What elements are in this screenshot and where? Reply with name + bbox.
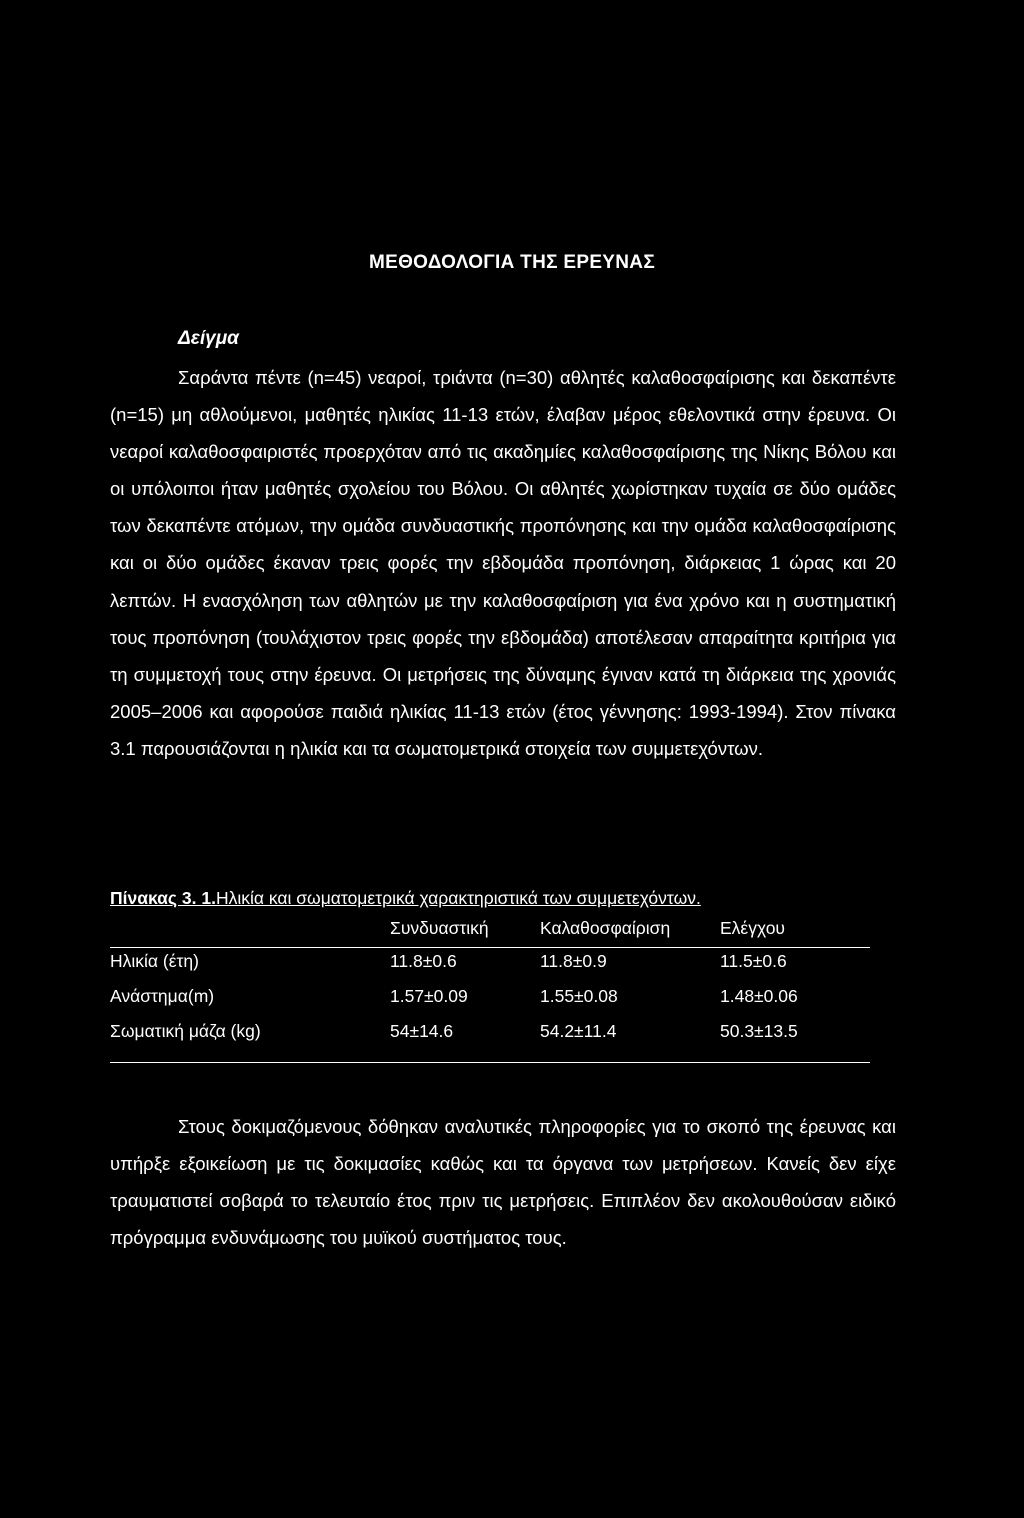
table-cell: 11.5±0.6	[720, 951, 787, 971]
table-cell: Ηλικία (έτη)	[110, 951, 199, 971]
table-cell: 1.57±0.09	[390, 986, 468, 1006]
table-cell: Ανάστημα(m)	[110, 986, 215, 1006]
table-caption	[110, 888, 870, 909]
table-cell: 54±14.6	[390, 1021, 454, 1041]
table-row	[110, 944, 870, 979]
table-cell: 1.48±0.06	[720, 986, 798, 1006]
table-cell: 54.2±11.4	[540, 1021, 617, 1041]
table-header-cell: Ελέγχου	[720, 917, 785, 938]
table-header-cell: Καλαθοσφαίριση	[540, 917, 671, 938]
table-cell: 1.55±0.08	[540, 986, 618, 1006]
table-header-row	[110, 912, 870, 944]
table-row	[110, 1014, 870, 1049]
paragraph-sample-description: Σαράντα πέντε (n=45) νεαροί, τριάντα (n=30) αθλητές καλαθοσφαίρισης και δεκαπέντε (n=15) μη αθλούμενοι, μαθητές ηλικίας 11-13 ετών, έλαβαν μέρος εθελοντικά στην έρευνα. Οι νεαροί καλαθοσφαιριστές προερχόταν από τις ακαδημίες καλαθοσφαίρισης της Νίκης Βόλου και οι υπόλοιποι ήταν μαθητές σχολείου του Βόλου. Οι αθλητές χωρίστηκαν τυχαία σε δύο ομάδες των δεκαπέντε ατόμων, την ομάδα συνδυαστικής προπόνησης και την ομάδα καλαθοσφαίρισης και οι δύο ομάδες έκαναν τρεις φορές την εβδομάδα προπόνηση, διάρκειας 1 ώρας και 20 λεπτών. Η ενασχόληση των αθλητών με την καλαθοσφαίριση για ένα χρόνο και η συστηματική τους προπόνηση (τουλάχιστον τρεις φορές την εβδομάδα) αποτέλεσαν απαραίτητα κριτήρια για τη συμμετοχή τους στην έρευνα. Οι μετρήσεις της δύναμης έγιναν κατά τη διάρκεια της χρονιάς 2005–2006 και αφορούσε παιδιά ηλικίας 11-13 ετών (έτος γέννησης: 1993-1994). Στον πίνακα 3.1 παρουσιάζονται η ηλικία και τα σωματομετρικά στοιχεία των συμμετεχόντων.	[110, 367, 896, 759]
table-cell: 11.8±0.6	[390, 951, 457, 971]
table-row	[110, 979, 870, 1014]
table-cell: Σωματική μάζα (kg)	[110, 1021, 261, 1041]
table-header-cell: Συνδυαστική	[390, 917, 489, 938]
table-cell: 50.3±13.5	[720, 1021, 798, 1041]
anthropometric-table	[110, 912, 870, 1049]
table-caption-text: Ηλικία και σωματομετρικά χαρακτηριστικά των συμμετεχόντων.	[215, 888, 701, 908]
page-title: ΜΕΘΟΔΟΛΟΓΙΑ ΤΗΣ ΕΡΕΥΝΑΣ	[368, 252, 656, 273]
paragraph-participant-info: Στους δοκιμαζόμενους δόθηκαν αναλυτικές πληροφορίες για το σκοπό της έρευνας και υπήρξε εξοικείωση με τις δοκιμασίες καθώς και τα όργανα των μετρήσεων. Κανείς δεν είχε τραυματιστεί σοβαρά το τελευταίο έτος πριν τις μετρήσεις. Επιπλέον δεν ακολουθούσαν ειδικό πρόγραμμα ενδυνάμωσης του μυϊκού συστήματος τους.	[110, 1116, 896, 1249]
table-cell: 11.8±0.9	[540, 951, 607, 971]
table-bottom-rule	[110, 1062, 870, 1063]
table-caption-label: Πίνακας 3. 1.	[110, 888, 216, 908]
table-header-cell	[110, 912, 390, 944]
section-title: Δείγμα	[178, 328, 239, 349]
